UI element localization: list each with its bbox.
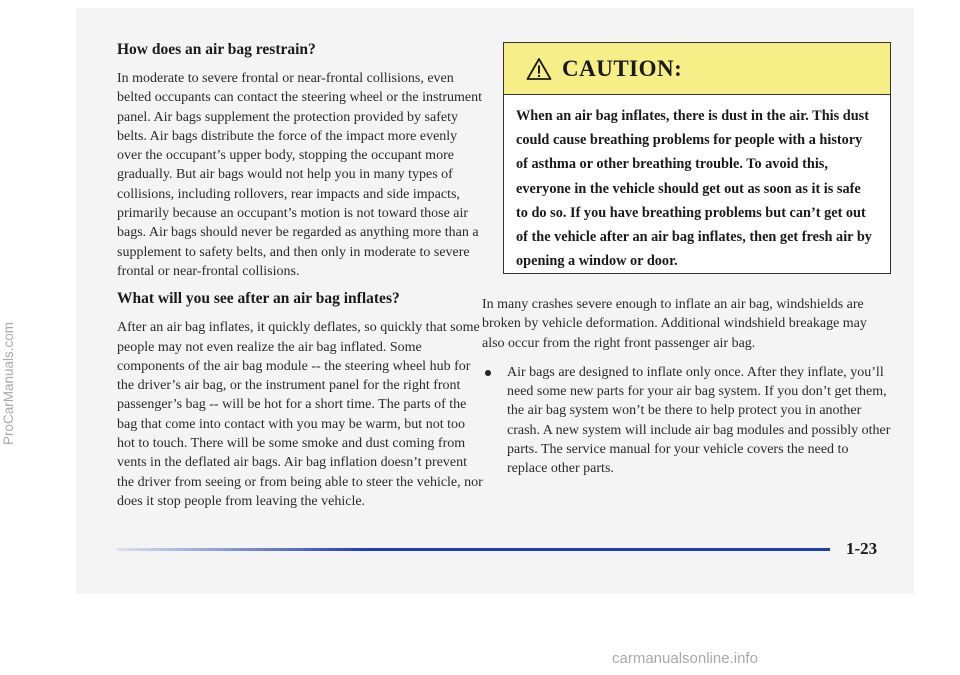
bullet-text: Air bags are designed to inflate only once. After they inflate, you’ll need some new parts for your air bag system. If you don’t get them, the air bag system won’t be there to help protect you in another crash. A new system will include air bag modules and possibly other parts. The service manual for your vehicle covers the need to replace other parts. bbox=[507, 364, 891, 477]
caution-text: When an air bag inflates, there is dust in the air. This dust could cause breathing problems for people with a history of asthma or other breathing trouble. To avoid this, everyone in the vehicle should get out as soon as it is safe to do so. If you have breathing problems but can’t get out of the vehicle after an air bag inflates, then get fresh air by opening a window or door. bbox=[516, 108, 872, 270]
side-watermark-text: ProCarManuals.com bbox=[1, 321, 16, 445]
paragraph-windshield: In many crashes severe enough to inflate an air bag, windshields are broken by vehicle deformation. Additional windshield breakage may also occur from the right front passenger air bag. bbox=[482, 297, 867, 351]
right-column bbox=[482, 295, 892, 479]
heading-after-inflates: What will you see after an air bag inflates? bbox=[117, 290, 400, 308]
caution-title: CAUTION: bbox=[562, 55, 683, 81]
bullet-icon bbox=[485, 370, 491, 376]
left-column bbox=[117, 40, 483, 519]
heading-air-bag-restrain: How does an air bag restrain? bbox=[117, 41, 316, 58]
footer-rule bbox=[117, 548, 830, 551]
bottom-watermark: carmanualsonline.info bbox=[612, 650, 758, 667]
paragraph-after-inflates: After an air bag inflates, it quickly deflates, so quickly that some people may not even realize the air bag inflated. Some components of the air bag module -- the steering wheel hub for the driver’s air bag, or the instrument panel for the right front passenger’s bag -- will be hot for a short time. The parts of the bag that come into contact with you may be warm, but not too hot to touch. There will be some smoke and dust coming from vents in the deflated air bags. Air bag inflation doesn’t prevent the driver from seeing or from being able to steer the vehicle, nor does it stop people from leaving the vehicle. bbox=[117, 320, 483, 509]
paragraph-restrain: In moderate to severe frontal or near-frontal collisions, even belted occupants can contact the steering wheel or the instrument panel. Air bags supplement the protection provided by safety belts. Air bags distribute the force of the impact more evenly over the occupant’s upper body, stopping the occupant more gradually. But air bags would not help you in many types of collisions, including rollovers, rear impacts and side impacts, primarily because an occupant’s motion is not toward those air bags. Air bags should never be regarded as anything more than a supplement to safety belts, and then only in moderate to severe frontal or near-frontal collisions. bbox=[117, 71, 483, 279]
caution-box bbox=[503, 42, 891, 274]
page-number: 1-23 bbox=[846, 539, 878, 558]
side-watermark bbox=[1, 250, 19, 445]
caution-header bbox=[504, 43, 890, 95]
bullet-item bbox=[482, 363, 892, 479]
warning-triangle-icon bbox=[526, 57, 552, 81]
